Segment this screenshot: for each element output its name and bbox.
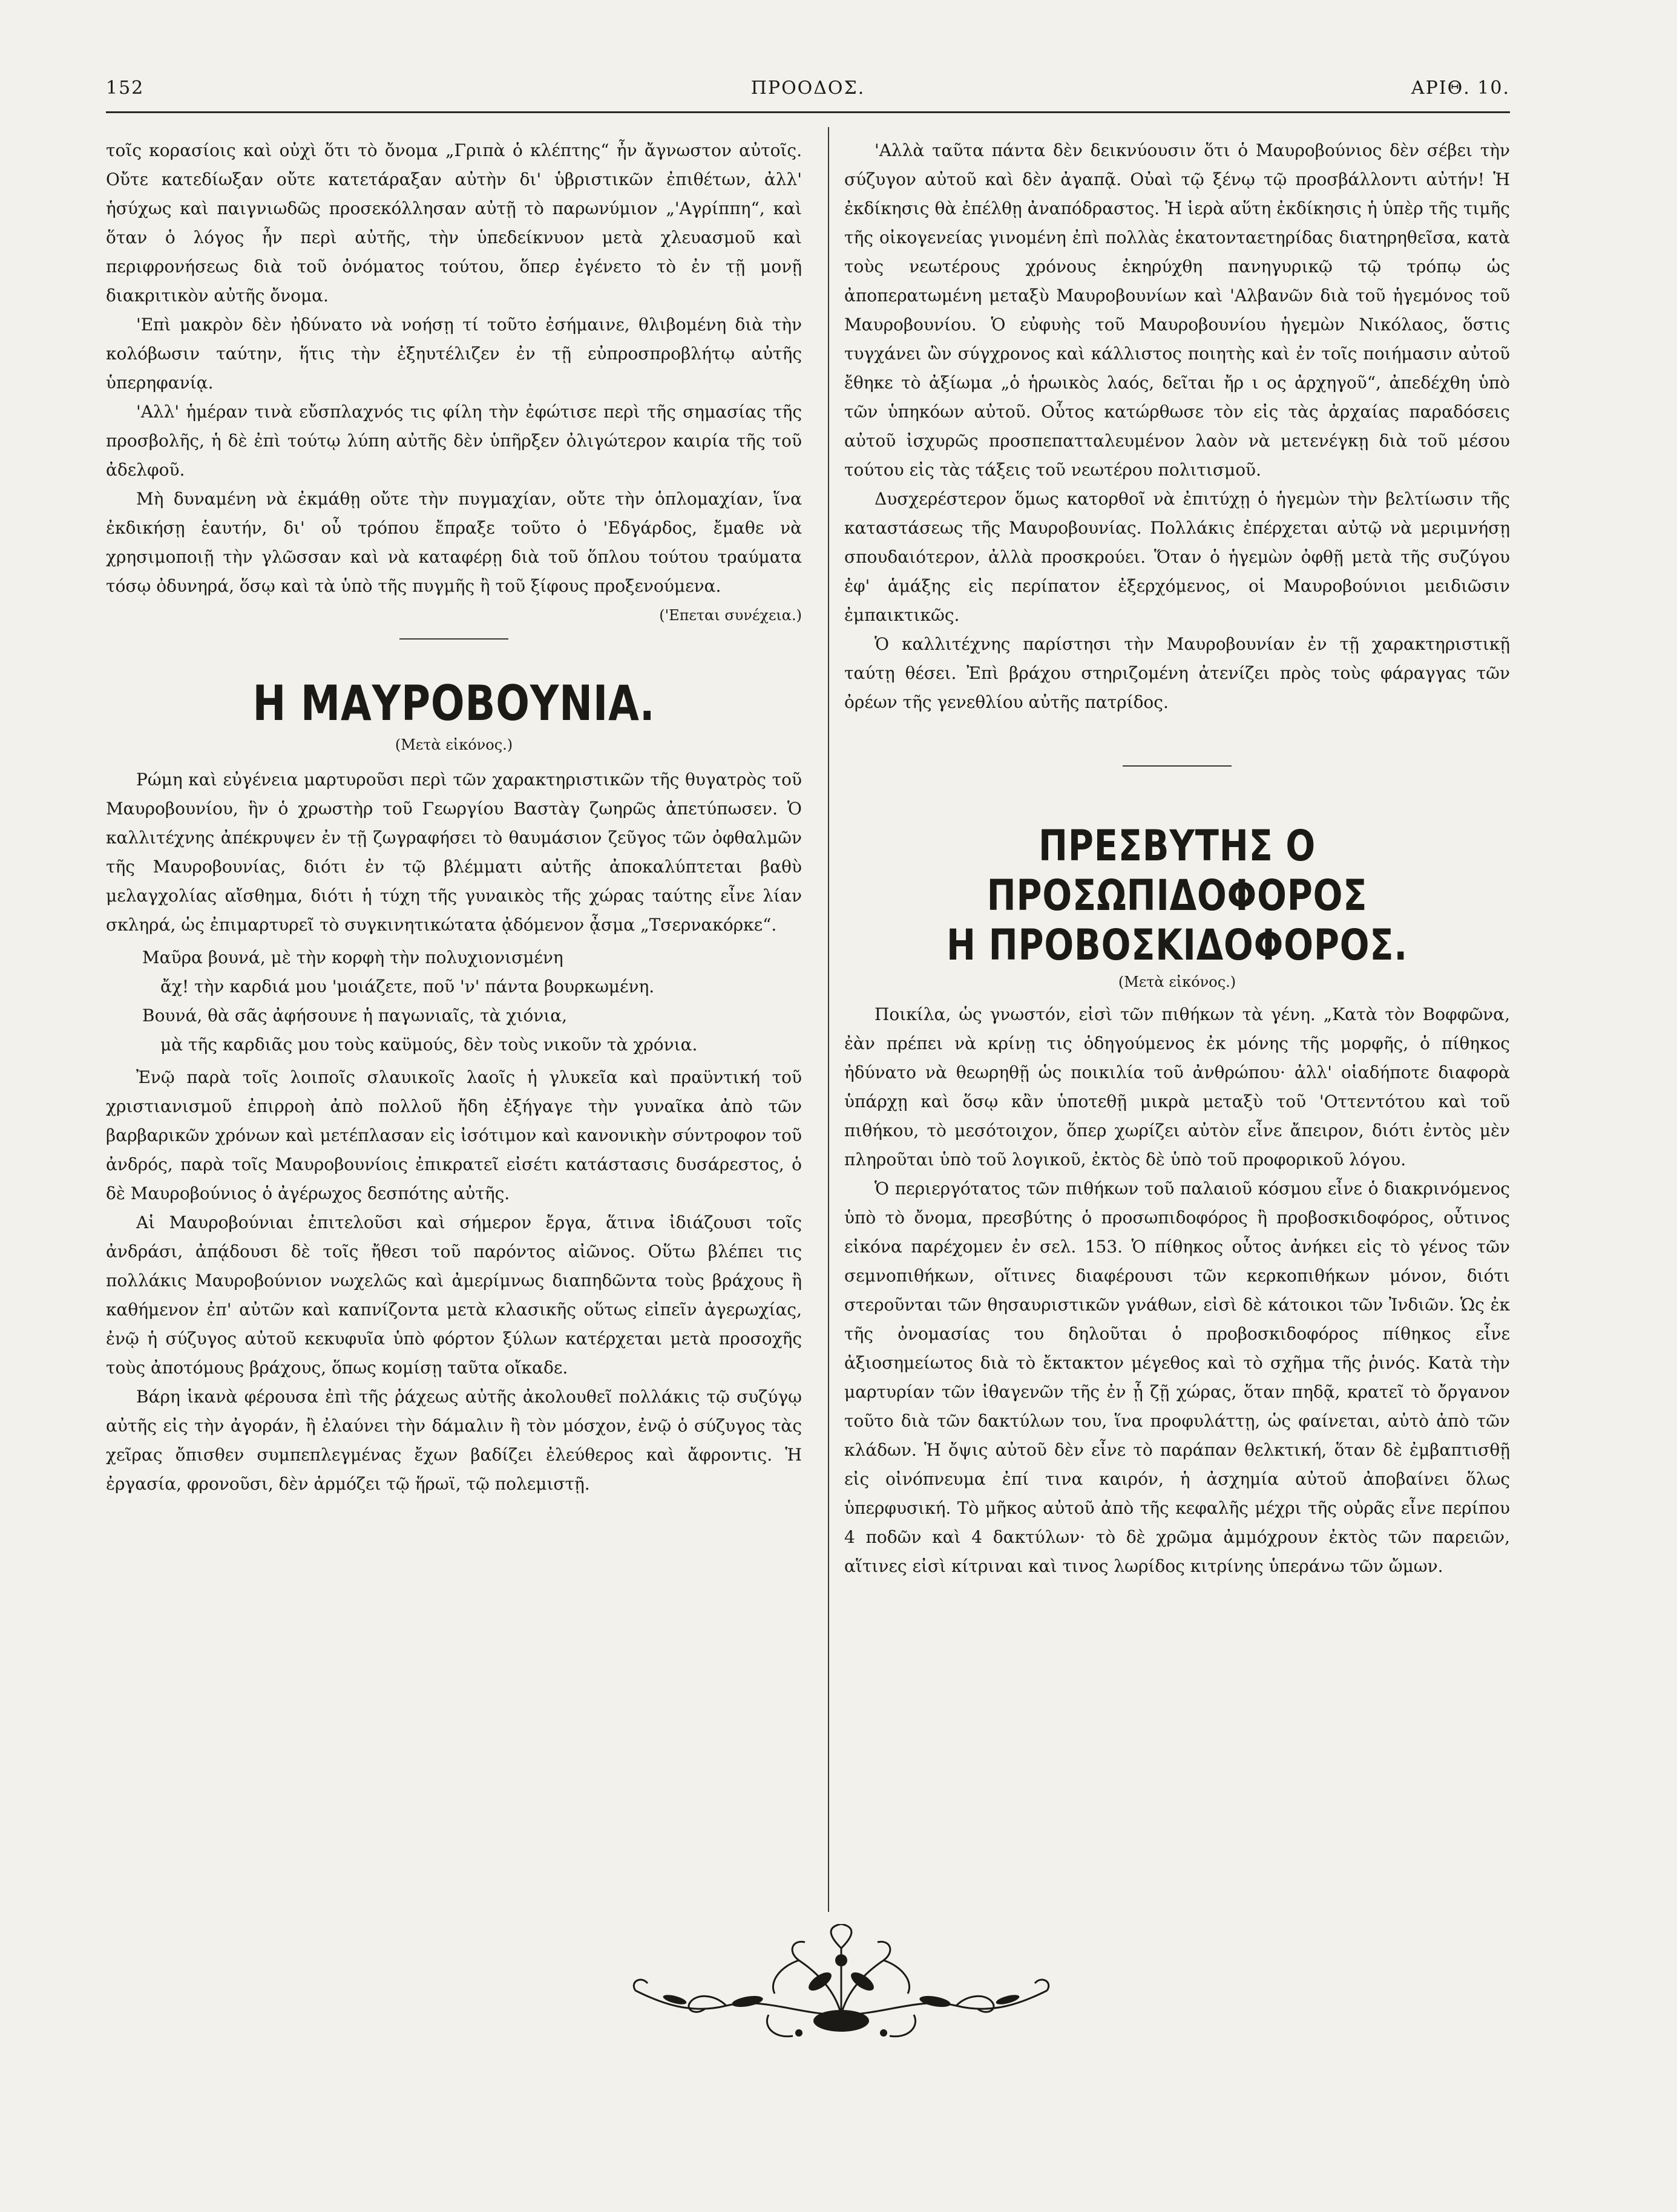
- page-number: 152: [106, 77, 145, 99]
- article-paragraph: Βάρη ἱκανὰ φέρουσα ἐπὶ τῆς ῥάχεως αὐτῆς ἀκολουθεῖ πολλάκις τῷ συζύγῳ αὐτῆς εἰς τὴν ἀγοράν, ἢ ἐλαύνει τὴν δάμαλιν ἢ τὸν μόσχον, ἐνῷ ὁ σύζυγος τὰς χεῖρας ὄπισθεν συμπεπλεγμένας ἔχων βαδίζει ἐλεύθερος καὶ ἄφροντις. Ἡ ἐργασία, φρονοῦσι, δὲν ἁρμόζει τῷ ἥρωϊ, τῷ πολεμιστῇ.: [106, 1387, 802, 1494]
- column-divider: [828, 127, 829, 1912]
- article-paragraph: Ἐνῷ παρὰ τοῖς λοιποῖς σλαυικοῖς λαοῖς ἡ γλυκεῖα καὶ πραϋντική τοῦ χριστιανισμοῦ ἐπιρροὴ ἀπὸ πολλοῦ ἤδη ἐξήγαγε τὴν γυναῖκα ἀπὸ τῶν βαρβαρικῶν χρόνων καὶ μετέπλασαν εἰς ἰσότιμον καὶ κανονικὴν σύντροφον τοῦ ἀνδρός, παρὰ τοῖς Μαυροβουνίοις ἐπικρατεῖ εἰσέτι κατάστασις δυσάρεστος, ὁ δὲ Μαυροβούνιος ὁ ἀγέρωχος δεσπότης αὐτῆς.: [106, 1067, 802, 1203]
- verse-line: ἄχ! τὴν καρδιά μου 'μοιάζετε, ποῦ 'ν' πάντα βουρκωμένη.: [160, 977, 655, 996]
- verse-line: μὰ τῆς καρδιᾶς μου τοὺς καϋμούς, δὲν τοὺς νικοῦν τὰ χρόνια.: [160, 1035, 698, 1055]
- verse-line: Βουνά, θὰ σᾶς ἀφήσουνε ἡ παγωνιαῖς, τὰ χιόνια,: [142, 1006, 567, 1026]
- journal-title: ΠΡΟΟΔΟΣ.: [750, 77, 865, 99]
- story-paragraph: 'Επὶ μακρὸν δὲν ἠδύνατο νὰ νοήσῃ τί τοῦτο ἐσήμαινε, θλιβομένη διὰ τὴν κολόβωσιν ταύτην, ἥτις τὴν ἐξηυτέλιζεν ἐν τῇ εὐπροσπροβλήτῳ αὐτῆς ὑπερηφανίᾳ.: [106, 315, 802, 393]
- verse-line: Μαῦρα βουνά, μὲ τὴν κορφὴ τὴν πολυχιονισμένη: [142, 947, 563, 967]
- article-title-provoskidoforos: Η ΠΡΟΒΟΣΚΙΔΟΦΟΡΟΣ.: [947, 920, 1408, 970]
- article-caption: (Μετὰ εἰκόνος.): [395, 736, 513, 753]
- article-paragraph: Ρώμη καὶ εὐγένεια μαρτυροῦσι περὶ τῶν χαρακτηριστικῶν τῆς θυγατρὸς τοῦ Μαυροβουνίου, ἣν ὁ χρωστὴρ τοῦ Γεωργίου Βαστὰγ ζωηρῶς ἀπετύπωσεν. Ὁ καλλιτέχνης ἀπέκρυψεν ἐν τῇ ζωγραφήσει τὸ θαυμάσιον ζεῦγος τῶν ὀφθαλμῶν τῆς Μαυροβουνίας, διότι ἐν τῷ βλέμματι αὐτῆς ἀποκαλύπτεται βαθὺ μελαγχολίας αἴσθημα, διότι ἡ τύχη τῆς γυναικὸς τῆς χώρας ταύτης εἶνε λίαν σκληρά, ὡς ἐπιμαρτυρεῖ τὸ συγκινητικώτατα ᾀδόμενον ᾆσμα „Τσερνακόρκε“.: [106, 770, 802, 935]
- header-rule: [106, 111, 1510, 113]
- article-paragraph: Ποικίλα, ὡς γνωστόν, εἰσὶ τῶν πιθήκων τὰ γένη. „Κατὰ τὸν Βοφφῶνα, ἐὰν πρέπει νὰ κρίνῃ τις ὁδηγούμενος ἐκ μόνης τῆς μορφῆς, ὁ πίθηκος ἠδύνατο νὰ θεωρηθῇ ὡς ποικιλία τοῦ ἀνθρώπου· ἀλλ' οἱαδήποτε διαφορὰ ὑπάρχῃ καὶ ὅσῳ κἂν ὑποτεθῇ μικρὰ μεταξὺ τοῦ 'Οττεντότου καὶ τοῦ πιθήκου, τὸ μεσότοιχον, ὅπερ χωρίζει αὐτὸν εἶνε ἄπειρον, διότι ἐντὸς μὲν πληροῦται ὑπὸ τοῦ λογικοῦ, ἐκτὸς δὲ ὑπὸ τοῦ προφορικοῦ λόγου.: [844, 1004, 1510, 1170]
- song-verse: [106, 943, 802, 1059]
- story-paragraph: 'Αλλ' ἡμέραν τινὰ εὔσπλαχνός τις φίλη τὴν ἐφώτισε περὶ τῆς σημασίας τῆς προσβολῆς, ἡ δὲ ἐπὶ τούτῳ λύπη αὐτῆς δὲν ὑπῆρξεν ὀλιγώτερον καιρία τῆς τοῦ ἀδελφοῦ.: [106, 402, 802, 480]
- story-paragraph-text: Μὴ δυναμένη νὰ ἐκμάθῃ οὔτε τὴν πυγμαχίαν, οὔτε τὴν ὁπλομαχίαν, ἵνα ἐκδικήσῃ ἑαυτήν, δι' οὗ τρόπου ἔπραξε τοῦτο ὁ 'Εδγάρδος, ἔμαθε νὰ χρησιμοποιῇ τὴν γλῶσσαν καὶ νὰ καταφέρῃ διὰ τοῦ ὅπλου τούτου τραύματα τόσῳ ὀδυνηρά, ὅσῳ καὶ τὰ ὑπὸ τῆς πυγμῆς ἢ τοῦ ξίφους προξενούμενα.: [106, 489, 802, 596]
- right-column: [844, 136, 1510, 1581]
- story-paragraph: [106, 485, 802, 624]
- article-title-mavrovounia: Η ΜΑΥΡΟΒΟΥΝΙΑ.: [252, 675, 655, 731]
- story-paragraph: τοῖς κορασίοις καὶ οὐχὶ ὅτι τὸ ὄνομα „Γριπὰ ὁ κλέπτης“ ἦν ἄγνωστον αὐτοῖς. Οὔτε κατεδίωξαν οὔτε κατετάραξαν αὐτὴν δι' ὑβριστικῶν ἐπιθέτων, ἀλλ' ἡσύχως καὶ παιγνιωδῶς προσεκόλλησαν αὐτῇ τὸ παρωνύμιον „'Αγρίππη“, καὶ ὅταν ὁ λόγος ἦν περὶ αὐτῆς, τὴν ὑπεδείκνυον μετὰ χλευασμοῦ καὶ περιφρονήσεως διὰ τοῦ ὀνόματος τούτου, ὅπερ ἐγένετο τὸ ἐν τῇ μονῇ διακριτικὸν αὐτῆς ὄνομα.: [106, 140, 802, 306]
- floral-ornament-icon: [617, 1924, 1065, 2045]
- continued-note: ('Επεται συνέχεια.): [659, 607, 802, 624]
- article-title-presvytis: ΠΡΕΣΒΥΤΗΣ Ο ΠΡΟΣΩΠΙΔΟΦΟΡΟΣ: [986, 821, 1368, 920]
- issue-number: ΑΡΙΘ. 10.: [1411, 77, 1510, 99]
- article-paragraph: Ὁ περιεργότατος τῶν πιθήκων τοῦ παλαιοῦ κόσμου εἶνε ὁ διακρινόμενος ὑπὸ τὸ ὄνομα, πρεσβύτης ὁ προσωπιδοφόρος ἢ προβοσκιδοφόρος, οὗτινος εἰκόνα παρέχομεν ἐν σελ. 153. Ὁ πίθηκος οὗτος ἀνήκει εἰς τὸ γένος τῶν σεμνοπιθήκων, οἵτινες διαφέρουσι τῶν κερκοπιθήκων μόνον, διότι στεροῦνται τῶν θησαυριστικῶν γνάθων, εἰσὶ δὲ κάτοικοι τῶν Ἰνδιῶν. Ὡς ἐκ τῆς ὀνομασίας του δηλοῦται ὁ προβοσκιδοφόρος πίθηκος εἶνε ἀξιοσημείωτος διὰ τὸ ἔκτακτον μέγεθος καὶ τὸ σχῆμα τῆς ῥινός. Κατὰ τὴν μαρτυρίαν τῶν ἰθαγενῶν τῆς ἐν ᾗ ζῇ χώρας, ὅταν πηδᾷ, κρατεῖ τὸ ὄργανον τοῦτο διὰ τῶν δακτύλων του, ἵνα προφυλάττῃ, ὡς φαίνεται, αὐτὸ ἀπὸ τῶν κλάδων. Ἡ ὄψις αὐτοῦ δὲν εἶνε τὸ παράπαν θελκτική, ὅταν δὲ ἐμβαπτισθῇ εἰς οἰνόπνευμα ἐπί τινα καιρόν, ἡ ἀσχημία αὐτοῦ ἀποβαίνει ὅλως ὑπερφυσική. Τὸ μῆκος αὐτοῦ ἀπὸ τῆς κεφαλῆς μέχρι τῆς οὐρᾶς εἶνε περίπου 4 ποδῶν καὶ 4 δακτύλων· τὸ δὲ χρῶμα ἀμμόχρουν ἐκτὸς τῶν παρειῶν, αἵτινες εἰσὶ κίτριναι καὶ τινος λωρίδος κιτρίνης ὑπεράνω τῶν ὤμων.: [844, 1179, 1510, 1576]
- article-paragraph: Ὁ καλλιτέχνης παρίστησι τὴν Μαυροβουνίαν ἐν τῇ χαρακτηριστικῇ ταύτῃ θέσει. Ἐπὶ βράχου στηριζομένη ἀτενίζει πρὸς τοὺς φάραγγας τῶν ὀρέων τῆς γενεθλίου αὐτῆς πατρίδος.: [844, 634, 1510, 712]
- article-paragraph: Αἱ Μαυροβούνιαι ἐπιτελοῦσι καὶ σήμερον ἔργα, ἅτινα ἰδιάζουσι τοῖς ἀνδράσι, ἀπᾴδουσι δὲ τοῖς ἤθεσι τοῦ παρόντος αἰῶνος. Οὕτω βλέπει τις πολλάκις Μαυροβούνιον νωχελῶς καὶ ἀμερίμνως διαπηδῶντα τοὺς βράχους ἢ καθήμενον ἐπ' αὐτῶν καὶ καπνίζοντα μετὰ κλασικῆς οὕτως εἰπεῖν ἀγερωχίας, ἐνῷ ἡ σύζυγος αὐτοῦ κεκυφυῖα ὑπὸ φόρτον ξύλων κατέρχεται μετὰ προσοχῆς τοὺς ἀποτόμους βράχους, ὅπως κομίσῃ ταῦτα οἴκαδε.: [106, 1212, 802, 1378]
- article-paragraph: 'Αλλὰ ταῦτα πάντα δὲν δεικνύουσιν ὅτι ὁ Μαυροβούνιος δὲν σέβει τὴν σύζυγον αὐτοῦ καὶ δὲν ἀγαπᾷ. Οὐαὶ τῷ ξένῳ τῷ προσβάλλοντι αὐτήν! Ἡ ἐκδίκησις θὰ ἐπέλθῃ ἀναπόδραστος. Ἡ ἱερὰ αὕτη ἐκδίκησις ἡ ὑπὲρ τῆς τιμῆς τῆς οἰκογενείας γινομένη ἐπὶ πολλὰς ἑκατονταετηρίδας διατηρηθεῖσα, κατὰ τοὺς νεωτέρους χρόνους ἐκηρύχθη πανηγυρικῷ τῷ τρόπῳ ὡς ἀποπερατωμένη μεταξὺ Μαυροβουνίων καὶ 'Αλβανῶν διὰ τοῦ ἡγεμόνος τοῦ Μαυροβουνίου. Ὁ εὐφυὴς τοῦ Μαυροβουνίου ἡγεμὼν Νικόλαος, ὅστις τυγχάνει ὢν σύγχρονος καὶ κάλλιστος ποιητὴς καὶ ἐν τοῖς ποιήμασιν αὐτοῦ ἔθηκε τὸ ἀξίωμα „ὁ ἡρωικὸς λαός, δεῖται ἤρ ι ος ἀρχηγοῦ“, ἀπεδέχθη ὑπὸ τῶν ὑπηκόων αὐτοῦ. Οὗτος κατώρθωσε τὸν εἰς τὰς ἀρχαίας παραδόσεις αὐτοῦ ἰσχυρῶς προσπεπατταλευμένον λαὸν νὰ μετενέγκῃ διὰ τοῦ μέσου τούτου εἰς τὰς τάξεις τοῦ νεωτέρου πολιτισμοῦ.: [844, 140, 1510, 480]
- article-paragraph: Δυσχερέστερον ὅμως κατορθοῖ νὰ ἐπιτύχῃ ὁ ἡγεμὼν τὴν βελτίωσιν τῆς καταστάσεως τῆς Μαυροβουνίας. Πολλάκις ἐπέρχεται αὐτῷ νὰ μεριμνήσῃ σπουδαιότερον, ἀλλὰ προσκρούει. Ὅταν ὁ ἡγεμὼν ὀφθῇ μετὰ τῆς συζύγου ἐφ' ἁμάξης εἰς περίπατον ἐξερχόμενος, οἱ Μαυροβούνιοι μειδιῶσιν ἐμπαικτικῶς.: [844, 489, 1510, 625]
- left-column: [106, 136, 802, 1499]
- article-caption: (Μετὰ εἰκόνος.): [1118, 973, 1236, 990]
- running-head: [106, 77, 1510, 114]
